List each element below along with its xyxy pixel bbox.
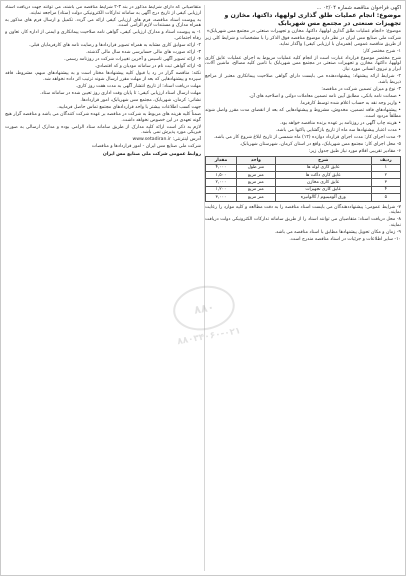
table-cell: عایق کاری تجهیزات [275, 186, 371, 193]
table-cell: ۴,۰۰۰ [206, 164, 237, 171]
watermark-phone: ۸۸۰۳۴۰۶۰-۰۲۱ [176, 326, 242, 348]
table-cell: ۱ [371, 164, 400, 171]
quantities-table [205, 156, 401, 201]
table-cell: متر مربع [236, 179, 275, 186]
paragraph: ۵- ارائه گواهی ثبت نام در سامانه مودیان و کد اقتصادی. [94, 64, 201, 70]
table-cell: عایق کاری داکت ها [275, 172, 371, 179]
paragraph: نکته: مناقصه گزار در رد یا قبول کلیه پیشنهادها مختار است و به پیشنهادهای مبهم، مشروط، فاقد سپرده و پیشنهادهایی که بعد از مهلت مقرر ارسال شوند ترتیب اثر داده نخواهد شد. [5, 71, 201, 82]
paragraph: ۸- محل دریافت اسناد: متقاضیان می توانند اسناد را از طریق سامانه تدارکات الکترونیکی دولت دریافت نمایند. [205, 217, 401, 228]
right-column [205, 5, 401, 571]
paragraph: ۷- شرایط عمومی: پیشنهاددهندگان می بایست اسناد مناقصه را به دقت مطالعه و کلیه موارد را رعایت نمایند. [205, 204, 401, 216]
paragraph: • ضمانت نامه بانکی، مطابق آیین نامه تضمین معاملات دولتی و اصلاحیه های آن. [248, 93, 401, 99]
paragraph: ۱- به پیوست اسناد و مدارک ارزیابی کیفی، گواهی نامه صلاحیت پیمانکاری و ایمنی از اداره کار، تعاون و رفاه اجتماعی. [5, 30, 201, 42]
left-column [5, 5, 201, 571]
table-row [206, 186, 401, 193]
paragraph: ۲- ارائه سوابق کاری مشابه به همراه تصویر قراردادها و رضایت نامه های کارفرمایان قبلی. [28, 43, 201, 49]
column-divider [204, 5, 205, 571]
paragraph: شرکت ملی صنایع مس ایران - امور قراردادها و مناقصات [91, 144, 201, 150]
table-cell: متر طول [236, 164, 275, 171]
table-cell: ۵ [371, 194, 400, 201]
paragraph: آدرس اینترنتی: www.setadiran.ir [132, 137, 201, 143]
table-cell: ۱,۲۰۰ [206, 186, 237, 193]
table-header-row [206, 157, 401, 164]
paragraph: ۴- مدت اجرای کار: مدت اجرای قرارداد دوازده (۱۲) ماه شمسی از تاریخ ابلاغ شروع کار می باشد. [213, 134, 401, 140]
table-cell: ۲,۰۰۰ [206, 179, 237, 186]
table-cell: متر مربع [236, 186, 275, 193]
table-cell: ورق آلومینیوم / گالوانیزه [275, 194, 371, 201]
paragraph: • مدت اعتبار پیشنهادها سه ماه از تاریخ بازگشایی پاکتها می باشد. [275, 127, 401, 133]
paragraph: ۱- شرح مختصر کار: [362, 48, 401, 54]
table-cell: ۳,۰۰۰ [206, 194, 237, 201]
footer-signature: روابط عمومی شرکت ملی صنایع مس ایران [102, 151, 201, 157]
paragraph: ۱۰- سایر اطلاعات و جزئیات در اسناد مناقصه مندرج است. [289, 236, 401, 242]
left-paragraphs [5, 5, 201, 150]
right-after-table [205, 205, 401, 243]
table-row [206, 172, 401, 179]
table-cell: ۲ [371, 172, 400, 179]
header-line: آگهی فراخوان مناقصه شماره ۰۲/۰۴ ... [316, 5, 401, 11]
paragraph: • هزینه چاپ آگهی در روزنامه بر عهده برنده مناقصه خواهد بود. [279, 120, 401, 126]
table-header-cell: مقدار [206, 157, 237, 164]
table-row [206, 179, 401, 186]
right-paragraphs [205, 29, 401, 154]
paragraph: ۵- محل اجرای کار: مجتمع مس شهربابک، واقع در استان کرمان، شهرستان شهربابک. [239, 141, 401, 147]
table-cell: متر مربع [236, 194, 275, 201]
table-header-cell: شرح [275, 157, 371, 164]
table-cell: ۴ [371, 186, 400, 193]
table-row [206, 194, 401, 201]
paragraph: شرکت ملی صنایع مس ایران در نظر دارد موضوع مناقصه فوق الذکر را با مشخصات و شرایط کلی زیر از طریق مناقصه عمومی (همزمان با ارزیابی کیفی) واگذار نماید. [205, 36, 401, 47]
table-header-cell: واحد [236, 157, 275, 164]
paragraph: لازم به ذکر است ارائه کلیه مدارک از طریق سامانه ستاد الزامی بوده و مدارک ارسالی به صورت فیزیکی مورد پذیرش نمی باشد. [5, 124, 201, 136]
paragraph: • پیشنهادهای فاقد تضمین، مخدوش، مشروط و پیشنهادهایی که بعد از انقضای مدت مقرر واصل شوند مطلقاً مردود است. [205, 107, 401, 119]
paragraph: نشانی: کرمان، شهربابک، مجتمع مس شهربابک، امور قراردادها. [80, 97, 201, 103]
table-cell: متر مربع [236, 172, 275, 179]
paragraph: به پیوست اسناد مناقصه، فرم های ارزیابی کیفی ارائه می گردد. تکمیل و ارسال فرم های مذکور به همراه مدارک و مستندات لازم الزامی است. [5, 17, 201, 29]
paragraph: ضمناً کلیه هزینه های مربوط به شرکت در مناقصه بر عهده شرکت کنندگان می باشد و مناقصه گزار هیچ گونه تعهدی در این خصوص نخواهد داشت. [5, 111, 201, 123]
paragraph: جهت کسب اطلاعات بیشتر با واحد قراردادهای مجتمع تماس حاصل فرمایید. [57, 104, 201, 110]
paragraph: ۴- ارائه تصویر آگهی تاسیس و آخرین تغییرات شرکت در روزنامه رسمی. [64, 57, 201, 63]
tender-title: موضوع: انجام عملیات طلق گذاری لولهها، داکتها، مخازن و تجهیزات صنعتی در مجتمع مس شهربابک [224, 12, 401, 27]
watermark-logo: ۸۸۰ [170, 281, 239, 335]
table-body [206, 164, 401, 201]
table-cell: عایق کاری لوله ها [275, 164, 371, 171]
paragraph: ۶- مقادیر تقریبی اقلام مورد نیاز طبق جدول زیر: [308, 148, 401, 154]
paragraph: ۳- ارائه صورت های مالی حسابرسی شده سال مالی گذشته. [85, 50, 201, 56]
table-cell: ۳ [371, 179, 400, 186]
paragraph: مهلت ارسال اسناد ارزیابی کیفی: تا پایان وقت اداری روز تعیین شده در سامانه ستاد. [40, 90, 201, 96]
paragraph: مهلت دریافت اسناد: از تاریخ انتشار آگهی به مدت هفت روز کاری. [75, 83, 201, 89]
paragraph: متقاضیانی که دارای شرایط مذکور در بند ۳-۲ شرایط مناقصه می باشند، می توانند جهت دریافت اسناد ارزیابی کیفی از تاریخ درج آگهی به سامانه تدارکات الکترونیکی دولت (ستاد) مراجعه نمایند. [5, 5, 201, 16]
paragraph: ۲- شرایط ارائه پیشنهاد: پیشنهاددهنده می بایست دارای گواهی صلاحیت پیمانکاری معتبر از مراجع ذیربط باشد. [205, 74, 401, 85]
paragraph: ۳- نوع و میزان تضمین شرکت در مناقصه: [321, 86, 401, 92]
table-cell: عایق کاری مخازن [275, 179, 371, 186]
paragraph: • واریز وجه نقد به حساب اعلام شده توسط کارفرما. [299, 100, 401, 106]
paragraph: شرح مختصر موضوع قرارداد عبارت است از انجام کلیه عملیات مربوط به اجرای عملیات عایق کاری لولهها، داکتها، مخازن و تجهیزات صنعتی در مجتمع مس شهربابک با تامین کلیه مصالح، ماشین آلات، ابزار و نیروی انسانی مورد نیاز. [205, 55, 401, 73]
paragraph: ۹- زمان و مکان تحویل پیشنهادها مطابق با اسناد مناقصه می باشد. [274, 229, 401, 235]
table-cell: ۱,۵۰۰ [206, 172, 237, 179]
table-header-cell: ردیف [371, 157, 400, 164]
table-row [206, 164, 401, 171]
paragraph: موضوع: «انجام عملیات طلق گذاری لولهها، داکتها، مخازن و تجهیزات صنعتی در مجتمع مس شهربابک» [206, 29, 401, 35]
